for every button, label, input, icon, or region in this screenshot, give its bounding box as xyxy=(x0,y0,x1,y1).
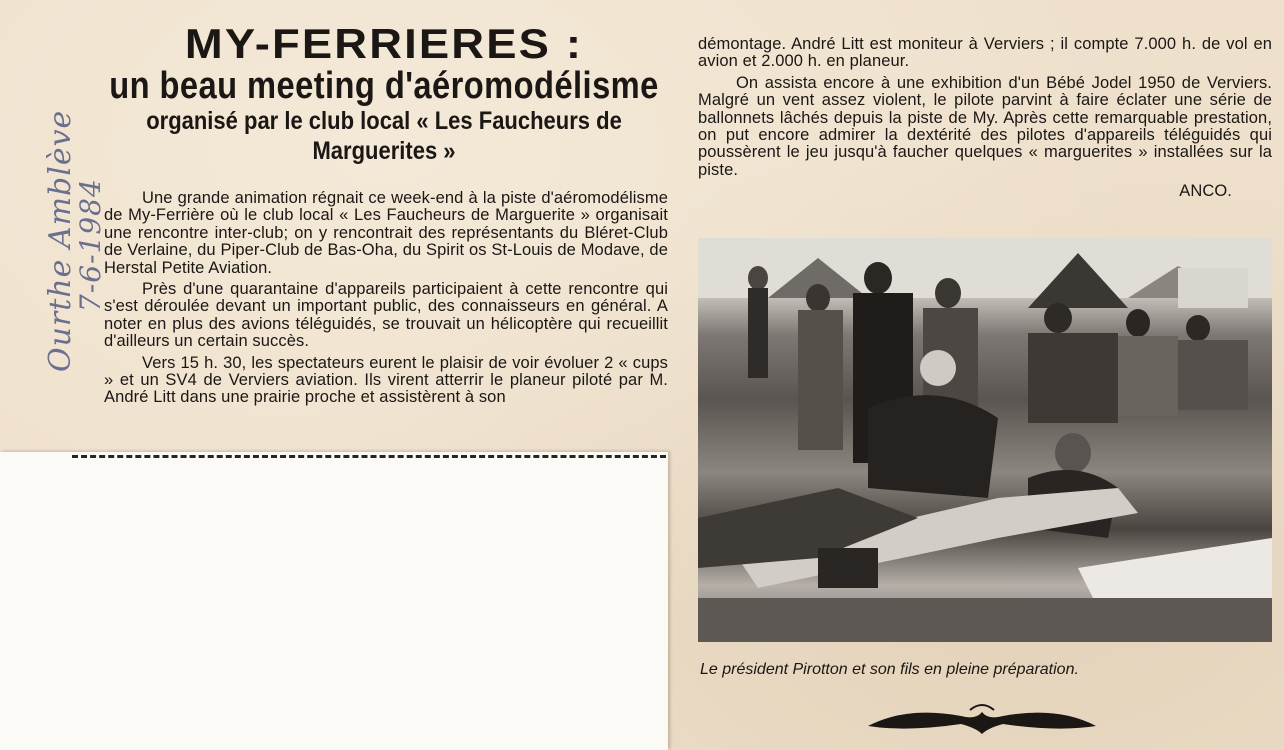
headline-subtitle-line1: organisé par le club local « Les Faucheurs de xyxy=(146,107,622,135)
paragraph-5: On assista encore à une exhibition d'un Bébé Jodel 1950 de Verviers. Malgré un vent assez violent, le pilote parvint à faire éclater une série de ballonnets lâchés depuis la piste de My. Après cette remarquable prestation, on put encore admirer la dextérité des pilotes d'appareils téléguidés qui poussèrent le jeu jusqu'à faucher quelques « marguerites » installées sur la piste. xyxy=(698,73,1272,179)
author-signature: ANCO. xyxy=(1179,182,1232,201)
decorative-flourish-icon xyxy=(866,702,1098,738)
cut-line xyxy=(72,455,666,458)
paragraph-2: Près d'une quarantaine d'appareils participaient à cette rencontre qui s'est déroulée devant un important public, des connaisseurs en général. A noter en plus des avions téléguidés, se trouvait un hélicoptère qui recueillit d'ailleurs un certain succès. xyxy=(104,280,668,351)
headline xyxy=(98,22,670,166)
headline-title: MY-FERRIERES : xyxy=(184,20,584,67)
article-left-column xyxy=(104,190,668,411)
paragraph-1: Une grande animation régnait ce week-end à la piste d'aéromodélisme de My-Ferrière où le club local « Les Faucheurs de Marguerite » organisait une rencontre inter-club; on y rencontrait des représentants du Bléret-Club de Verlaine, du Piper-Club de Bas-Oha, du Spirit os St-Louis de Modave, de Herstal Petite Aviation. xyxy=(104,189,668,277)
headline-subtitle-line2: Marguerites » xyxy=(312,137,456,165)
handwritten-date: 7-6-1984 xyxy=(74,178,107,312)
news-photo xyxy=(698,238,1272,642)
paragraph-4: démontage. André Litt est moniteur à Verviers ; il compte 7.000 h. de vol en avion et 2.000 h. en planeur. xyxy=(698,35,1272,71)
blank-paper-area xyxy=(0,452,668,750)
article-right-column xyxy=(698,36,1272,201)
headline-subtitle: un beau meeting d'aéromodélisme xyxy=(109,65,659,107)
photo-caption: Le président Pirotton et son fils en pleine préparation. xyxy=(700,661,1079,678)
photo-scene xyxy=(698,238,1272,642)
handwritten-source: Ourthe Amblève xyxy=(43,109,78,372)
paragraph-3: Vers 15 h. 30, les spectateurs eurent le plaisir de voir évoluer 2 « cups » et un SV4 de Verviers aviation. Ils virent atterrir le planeur piloté par M. André Litt dans une prairie proche et assistèrent à son xyxy=(104,353,668,407)
